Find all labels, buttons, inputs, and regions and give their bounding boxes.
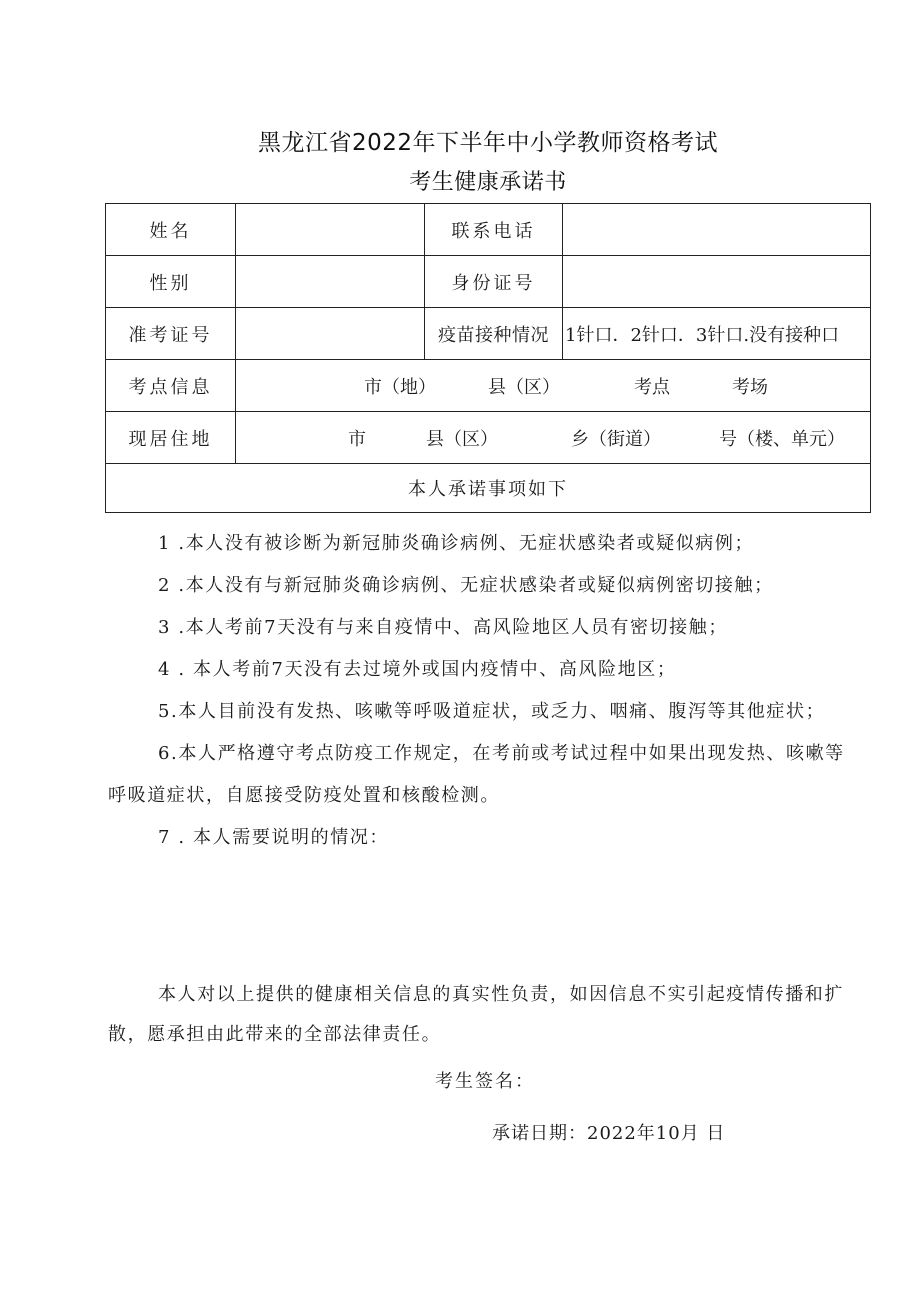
ticket-number-label: 准考证号: [106, 308, 236, 360]
commitment-date[interactable]: 承诺日期：2022年10月 日: [492, 1123, 726, 1144]
list-item: 4 . 本人考前7天没有去过境外或国内疫情中、高风险地区；: [158, 659, 677, 680]
ticket-number-input[interactable]: [236, 308, 425, 360]
residence-input[interactable]: [236, 412, 871, 464]
commitment-list: [108, 523, 853, 859]
id-number-label: 身份证号: [425, 256, 563, 308]
exam-site-input[interactable]: [236, 360, 871, 412]
list-item: 5.本人目前没有发热、咳嗽等呼吸道症状，或乏力、咽痛、腹泻等其他症状；: [158, 701, 826, 722]
list-item: 6.本人严格遵守考点防疫工作规定，在考前或考试过程中如果出现发热、咳嗽等呼吸道症状，自愿接受防疫处置和核酸检测。: [108, 743, 845, 806]
table-row: [106, 256, 871, 308]
exam-site-field: 考点: [634, 376, 670, 398]
list-item: 3 .本人考前7天没有与来自疫情中、高风险地区人员有密切接触；: [158, 617, 728, 638]
list-item: 7 . 本人需要说明的情况：: [158, 827, 390, 848]
document-title: 黑龙江省2022年下半年中小学教师资格考试: [257, 130, 719, 156]
declaration-text: 本人对以上提供的健康相关信息的真实性负责，如因信息不实引起疫情传播和扩散，愿承担由此带来的全部法律责任。: [108, 984, 844, 1045]
exam-site-label: 考点信息: [106, 360, 236, 412]
list-item: 1 .本人没有被诊断为新冠肺炎确诊病例、无症状感染者或疑似病例；: [158, 533, 755, 554]
list-item: 2 .本人没有与新冠肺炎确诊病例、无症状感染者或疑似病例密切接触；: [158, 575, 774, 596]
vaccination-options[interactable]: 1针口．2针口．3针口.没有接种口: [563, 308, 871, 360]
exam-city-field: 市（地）: [364, 376, 436, 398]
signature-label[interactable]: 考生签名：: [435, 1071, 535, 1092]
exam-county-field: 县（区）: [488, 376, 560, 398]
table-row: [106, 308, 871, 360]
table-row: [106, 464, 871, 513]
gender-label: 性别: [106, 256, 236, 308]
vaccination-label: 疫苗接种情况: [425, 308, 563, 360]
table-row: [106, 204, 871, 256]
gender-input[interactable]: [236, 256, 425, 308]
residence-label: 现居住地: [106, 412, 236, 464]
table-row: [106, 360, 871, 412]
name-input[interactable]: [236, 204, 425, 256]
residence-city-field: 市: [348, 428, 366, 450]
phone-input[interactable]: [563, 204, 871, 256]
residence-town-field: 乡（街道）: [571, 428, 661, 450]
document-subtitle: 考生健康承诺书: [409, 170, 567, 195]
applicant-info-table: [105, 203, 871, 513]
commitment-header: 本人承诺事项如下: [106, 464, 871, 513]
table-row: [106, 412, 871, 464]
residence-county-field: 县（区）: [426, 428, 498, 450]
exam-room-field: 考场: [732, 376, 768, 398]
id-number-input[interactable]: [563, 256, 871, 308]
residence-number-field: 号（楼、单元）: [719, 428, 845, 450]
phone-label: 联系电话: [425, 204, 563, 256]
name-label: 姓名: [106, 204, 236, 256]
